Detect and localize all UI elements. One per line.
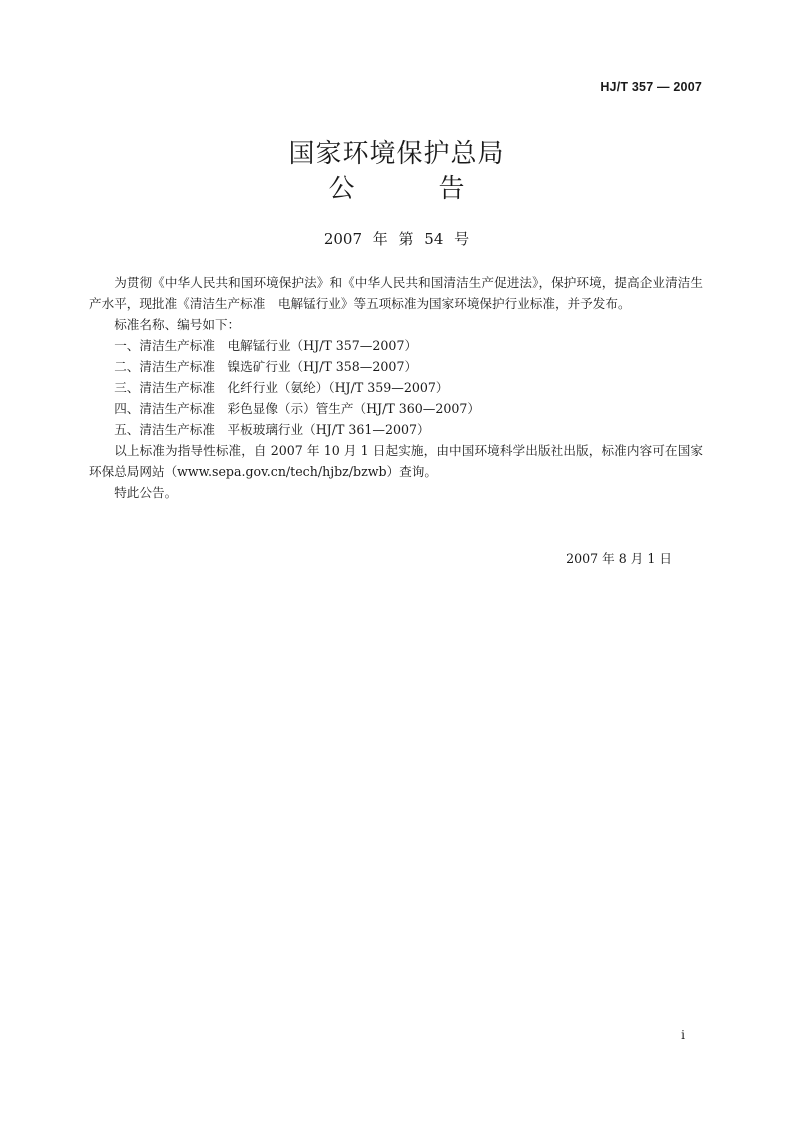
issue-date: 2007 年 8 月 1 日 — [566, 551, 672, 566]
list-heading: 标准名称、编号如下： — [114, 317, 241, 332]
implementation-paragraph: 以上标准为指导性标准，自 2007 年 10 月 1 日起实施，由中国环境科学出版社出版，标准内容可在国家环保总局网站（www.sepa.gov.cn/tech/hjbz/bzwb）查询。 — [89, 443, 703, 479]
standard-list-item: 五、清洁生产标准 平板玻璃行业（HJ/T 361—2007） — [114, 422, 430, 437]
announcement-body — [89, 272, 703, 503]
standard-list-item: 二、清洁生产标准 镍选矿行业（HJ/T 358—2007） — [114, 359, 418, 374]
standard-list-item: 三、清洁生产标准 化纤行业（氨纶）（HJ/T 359—2007） — [114, 380, 449, 395]
announcement-title: 公告 — [328, 174, 549, 204]
page-number: i — [681, 1028, 685, 1042]
standard-code: HJ/T 357 — 2007 — [600, 80, 702, 94]
intro-paragraph: 为贯彻《中华人民共和国环境保护法》和《中华人民共和国清洁生产促进法》，保护环境，提高企业清洁生产水平，现批准《清洁生产标准 电解锰行业》等五项标准为国家环境保护行业标准，并予发布。 — [89, 275, 703, 311]
closing-line: 特此公告。 — [114, 485, 178, 500]
issue-number: 2007 年 第 54 号 — [323, 230, 470, 248]
standard-list-item: 四、清洁生产标准 彩色显像（示）管生产（HJ/T 360—2007） — [114, 401, 481, 416]
issuer-title: 国家环境保护总局 — [288, 139, 505, 169]
standard-list-item: 一、清洁生产标准 电解锰行业（HJ/T 357—2007） — [114, 338, 418, 353]
